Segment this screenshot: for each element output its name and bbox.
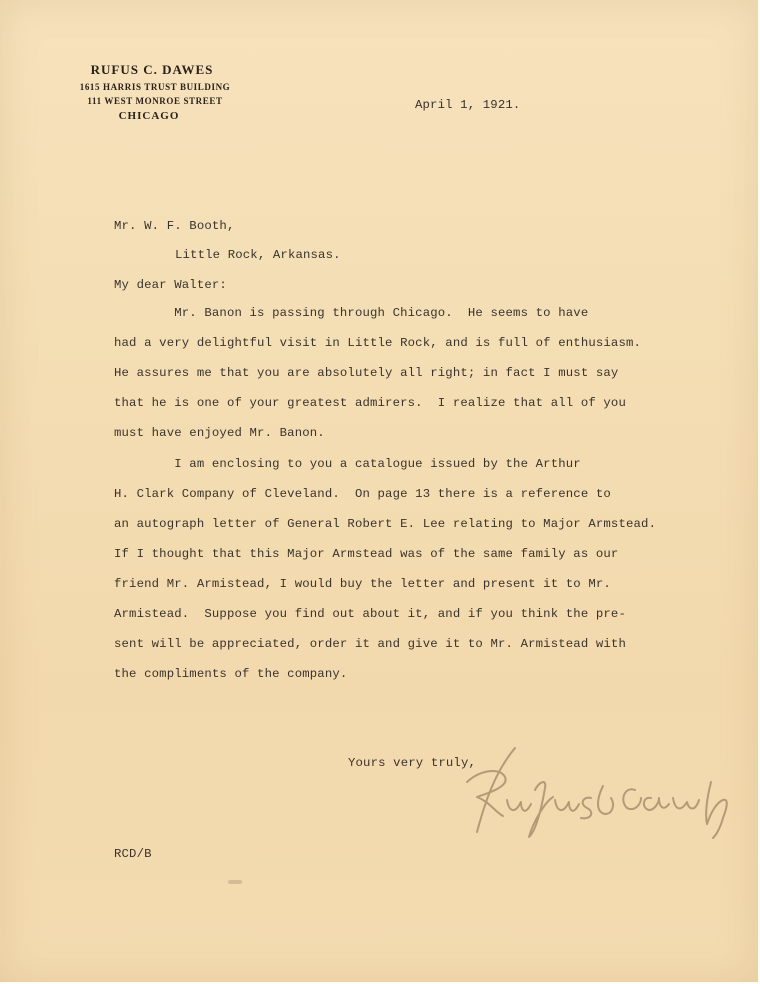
body-line: an autograph letter of General Robert E. Lee relating to Major Armstead. [114,517,657,531]
body-line: had a very delightful visit in Little Rock, and is full of enthusiasm. [114,336,642,350]
body-line: that he is one of your greatest admirers. I realize that all of you [114,396,626,410]
body-line: sent will be appreciated, order it and give it to Mr. Armistead with [114,637,626,651]
body-line: He assures me that you are absolutely all right; in fact I must say [114,366,619,380]
handwritten-signature [455,742,745,842]
body-line: Mr. Banon is passing through Chicago. He seems to have [114,306,589,320]
closing: Yours very truly, [348,756,476,770]
body-line: H. Clark Company of Cleveland. On page 13 there is a reference to [114,487,611,501]
body-line: the compliments of the company. [114,667,348,681]
letterhead-building: 1615 HARRIS TRUST BUILDING [79,82,231,92]
body-line: Armistead. Suppose you find out about it, and if you think the pre- [114,607,626,621]
body-line: If I thought that this Major Armstead was of the same family as our [114,547,619,561]
recipient-name: Mr. W. F. Booth, [114,219,235,233]
letterhead-street: 111 WEST MONROE STREET [87,96,223,106]
letter-date: April 1, 1921. [415,98,521,112]
body-line: friend Mr. Armistead, I would buy the letter and present it to Mr. [114,577,611,591]
body-line: I am enclosing to you a catalogue issued by the Arthur [114,457,581,471]
salutation: My dear Walter: [114,278,227,292]
reference-initials: RCD/B [114,847,152,861]
letterhead-name: RUFUS C. DAWES [90,62,214,77]
letterhead [50,62,260,122]
letterhead-city: CHICAGO [118,110,180,122]
body-line: must have enjoyed Mr. Banon. [114,426,325,440]
signature [455,742,745,842]
recipient-location: Little Rock, Arkansas. [175,248,341,262]
paper-mark [228,880,242,884]
